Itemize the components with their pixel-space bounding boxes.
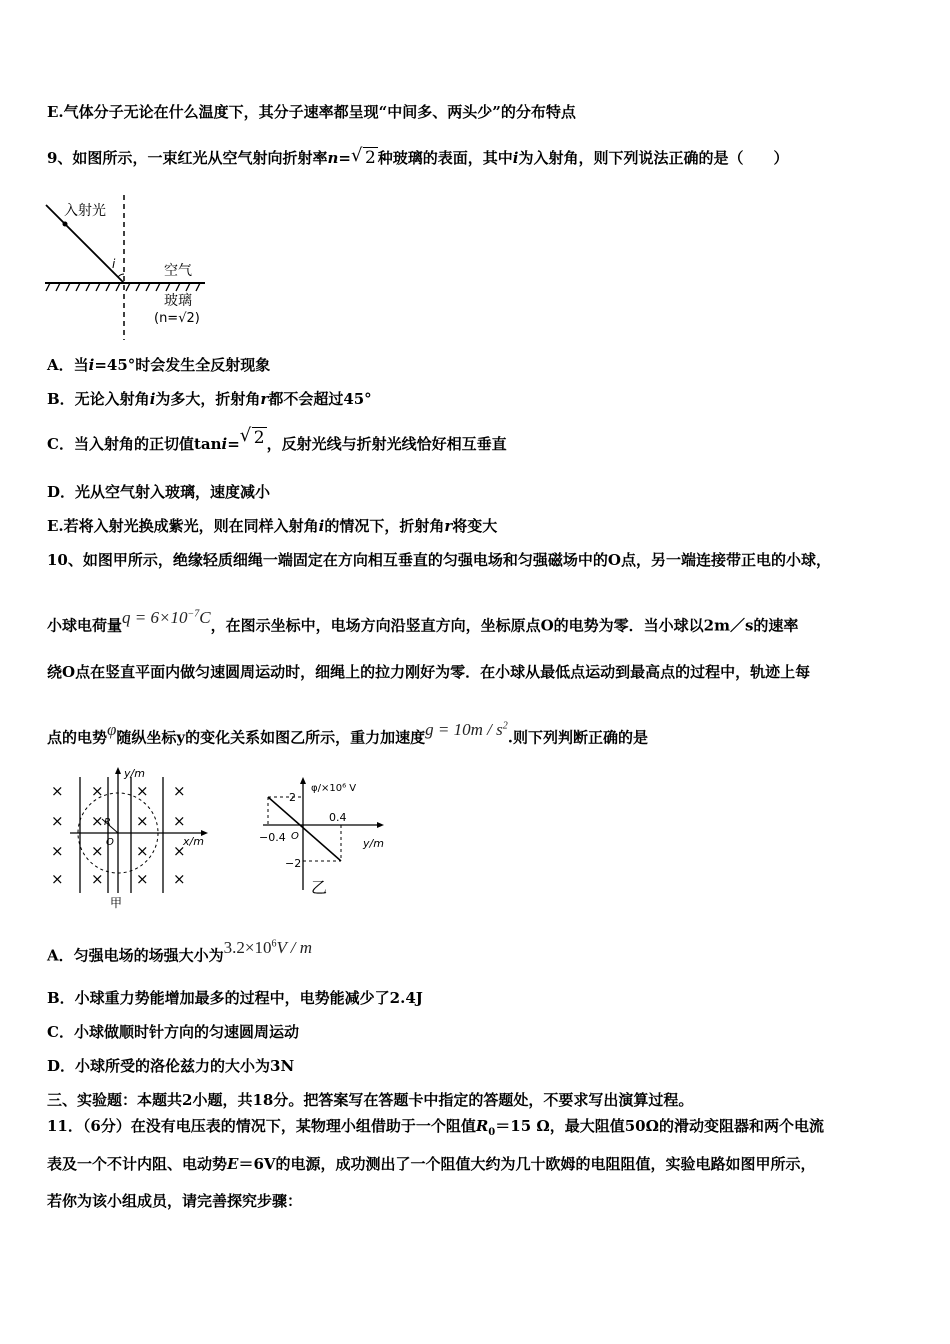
fig-label-air: 空气 — [164, 263, 192, 279]
q10-stem-line4: 点的电势φ随纵坐标y的变化关系如图乙所示，重力加速度$g = 10m / s^2$.则下列判断正确的是 — [47, 719, 648, 747]
q9-refraction-figure — [40, 195, 230, 345]
svg-text:×: × — [136, 870, 149, 888]
svg-text:−0.4: −0.4 — [259, 831, 286, 844]
q10-option-a: A．匀强电场的场强大小为$3.2\times 10^6V / m$ — [47, 937, 313, 965]
sqrt-2-value: 2 — [364, 148, 376, 168]
field-strength-formula: $3.2\times 10^6V / m$ — [223, 937, 313, 957]
svg-text:y/m: y/m — [363, 837, 384, 850]
q10-stem-line1: 10、如图甲所示，绝缘轻质细绳一端固定在方向相互垂直的匀强电场和匀强磁场中的O点，另一端连接带正电的小球， — [47, 551, 831, 569]
q9-option-d: D．光从空气射入玻璃，速度减小 — [47, 483, 271, 501]
q10-option-d: D．小球所受的洛伦兹力的大小为3N — [47, 1057, 295, 1075]
q9-stem-i: i — [512, 149, 519, 167]
svg-text:×: × — [136, 812, 149, 830]
svg-text:×: × — [173, 782, 186, 800]
svg-text:×: × — [136, 782, 149, 800]
svg-text:×: × — [51, 870, 64, 888]
svg-text:R: R — [104, 817, 111, 828]
potential-line — [268, 797, 341, 861]
section-3-heading: 三、实验题：本题共2小题，共18分。把答案写在答题卡中指定的答题处，不要求写出演算过程。 — [47, 1091, 694, 1109]
sqrt-2-symbol: √ 2 — [350, 145, 376, 168]
svg-text:甲: 甲 — [110, 896, 123, 910]
svg-text:y/m: y/m — [124, 767, 145, 780]
svg-text:φ/×10⁶ V: φ/×10⁶ V — [311, 783, 357, 794]
q11-line1: 11．（6分）在没有电压表的情况下，某物理小组借助于一个阻值$R_0=15$ Ω，最大阻值50Ω的滑动变阻器和两个电流 — [47, 1117, 824, 1138]
svg-text:×: × — [173, 870, 186, 888]
svg-text:×: × — [91, 842, 104, 860]
q10-stem-line2: 小球电荷量$q = 6\times 10^{-7}C$，在图示坐标中，电场方向沿竖直方向，坐标原点O的电势为零．当小球以2m／s的速率 — [47, 607, 799, 635]
svg-text:0.4: 0.4 — [329, 811, 347, 824]
svg-text:−2: −2 — [285, 857, 302, 870]
svg-text:×: × — [51, 812, 64, 830]
q10-figure-jia — [40, 765, 220, 910]
svg-text:2: 2 — [289, 791, 296, 804]
q9-stem-post-a: 种玻璃的表面，其中 — [377, 149, 513, 167]
svg-text:乙: 乙 — [311, 878, 328, 897]
svg-text:O: O — [106, 837, 114, 848]
q9-stem — [47, 145, 789, 168]
q9-option-a: A．当i=45°时会发生全反射现象 — [47, 356, 271, 374]
svg-text:×: × — [136, 842, 149, 860]
q10-option-b: B．小球重力势能增加最多的过程中，电势能减少了2.4J — [47, 989, 423, 1007]
q9-stem-pre: 9、如图所示，一束红光从空气射向折射率 — [47, 149, 328, 167]
q10-figure-yi — [255, 775, 405, 900]
q10-option-c: C．小球做顺时针方向的匀速圆周运动 — [47, 1023, 299, 1041]
svg-text:×: × — [51, 782, 64, 800]
svg-text:×: × — [51, 842, 64, 860]
gravity-formula: $g = 10m / s^2$ — [425, 719, 508, 739]
charge-formula: $q = 6\times 10^{-7}C$ — [122, 607, 211, 627]
q10-stem-line3: 绕O点在竖直平面内做匀速圆周运动时，细绳上的拉力刚好为零．在小球从最低点运动到最高点的过程中，轨迹上每 — [47, 663, 811, 681]
svg-text:x/m: x/m — [183, 835, 204, 848]
q9-option-c: C．当入射角的正切值tani= √ 2 ，反射光线与折射光线恰好相互垂直 — [47, 425, 507, 453]
q11-line2: 表及一个不计内阻、电动势E＝6V的电源，成功测出了一个阻值大约为几十欧姆的电阻阻值，实验电路如图甲所示， — [47, 1155, 816, 1173]
svg-text:O: O — [291, 831, 299, 842]
svg-text:×: × — [91, 870, 104, 888]
svg-text:×: × — [173, 842, 186, 860]
svg-text:×: × — [91, 812, 104, 830]
svg-text:×: × — [173, 812, 186, 830]
fig-label-n: (n=√2) — [154, 311, 200, 326]
fig-label-glass: 玻璃 — [164, 293, 192, 309]
q9-option-e: E.若将入射光换成紫光，则在同样入射角i的情况下，折射角r将变大 — [47, 517, 498, 535]
svg-text:×: × — [91, 782, 104, 800]
q9-option-b: B．无论入射角i为多大，折射角r都不会超过45° — [47, 390, 372, 408]
sqrt-2-symbol: √ 2 — [239, 425, 265, 448]
q9-stem-n: n= — [327, 149, 351, 167]
fig-label-i: i — [112, 257, 116, 271]
q11-line3: 若你为该小组成员，请完善探究步骤： — [47, 1192, 303, 1210]
fig-label-incident: 入射光 — [64, 203, 106, 219]
q8-option-e: E.气体分子无论在什么温度下，其分子速率都呈现“中间多、两头少”的分布特点 — [47, 103, 576, 121]
q9-stem-post-b: 为入射角，则下列说法正确的是（ ） — [518, 149, 789, 167]
